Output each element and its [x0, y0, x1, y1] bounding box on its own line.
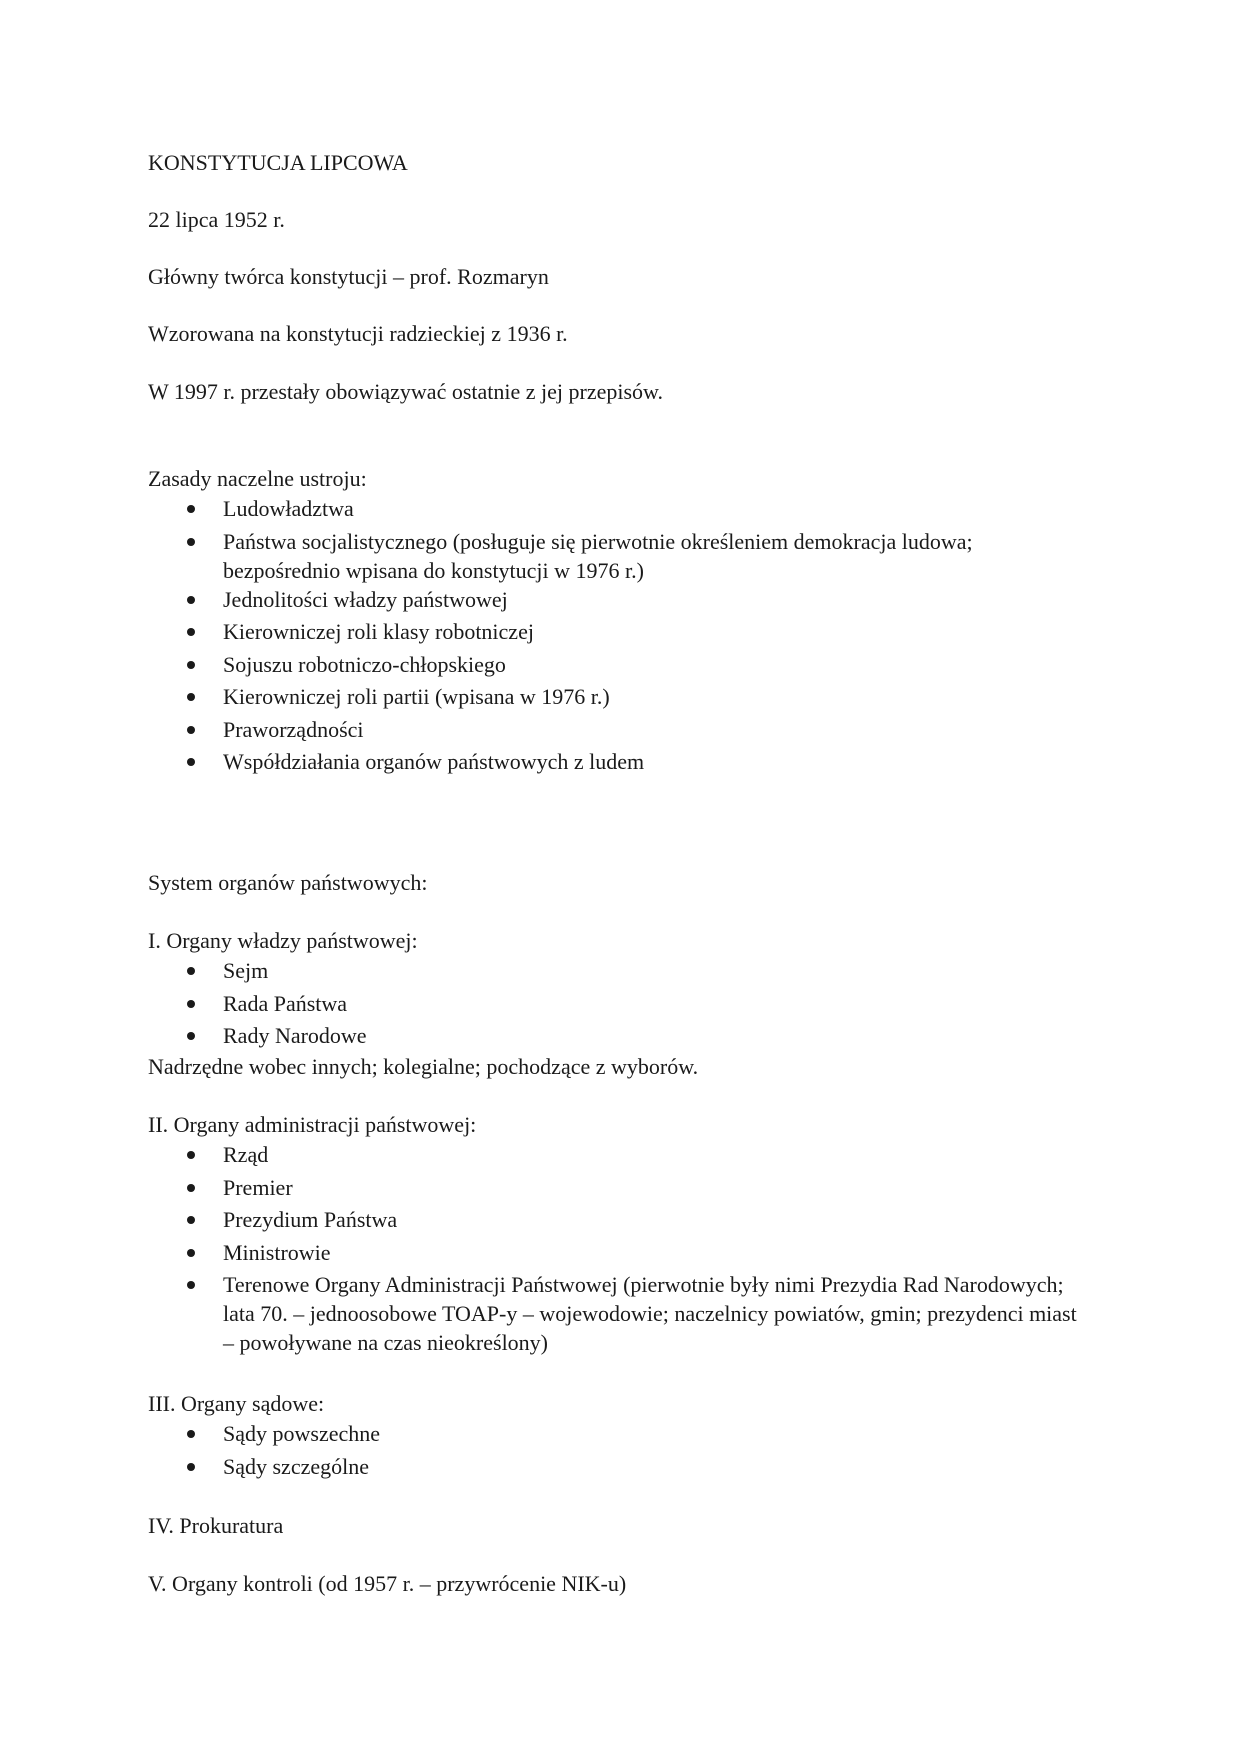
bullet-icon	[187, 1000, 195, 1008]
list-item: Sejm	[148, 956, 1088, 989]
author-line: Główny twórca konstytucji – prof. Rozmaryn	[148, 264, 549, 289]
bullet-icon	[187, 1151, 195, 1159]
bullet-icon	[187, 661, 195, 669]
section-heading: IV. Prokuratura	[148, 1513, 284, 1538]
principles-list	[148, 494, 1088, 780]
section-heading: III. Organy sądowe:	[148, 1391, 325, 1416]
bullet-icon	[187, 1032, 195, 1040]
bullet-icon	[187, 693, 195, 701]
bullet-icon	[187, 967, 195, 975]
section1-list	[148, 956, 1088, 1054]
bullet-icon	[187, 758, 195, 766]
bullet-icon	[187, 628, 195, 636]
list-item: Terenowe Organy Administracji Państwowej (pierwotnie były nimi Prezydia Rad Narodowych; lata 70. – jednoosobowe TOAP-y – wojewodowie; naczelnicy powiatów, gmin; prezydenci miast – powoływane na czas nieokreślony)	[148, 1270, 1088, 1357]
section3-list	[148, 1419, 1088, 1484]
list-item: Rada Państwa	[148, 989, 1088, 1022]
list-item: Współdziałania organów państwowych z ludem	[148, 747, 1088, 780]
bullet-icon	[187, 1463, 195, 1471]
date-line: 22 lipca 1952 r.	[148, 207, 285, 232]
list-item: Kierowniczej roli klasy robotniczej	[148, 617, 1088, 650]
section-heading: II. Organy administracji państwowej:	[148, 1112, 477, 1137]
list-item: Premier	[148, 1173, 1088, 1206]
bullet-icon	[187, 538, 195, 546]
list-item: Sądy szczególne	[148, 1452, 1088, 1485]
bullet-icon	[187, 596, 195, 604]
bullet-icon	[187, 1249, 195, 1257]
section1-note: Nadrzędne wobec innych; kolegialne; pochodzące z wyborów.	[148, 1054, 699, 1079]
system-heading: System organów państwowych:	[148, 870, 428, 895]
bullet-icon	[187, 1184, 195, 1192]
list-item: Ministrowie	[148, 1238, 1088, 1271]
list-item: Kierowniczej roli partii (wpisana w 1976 r.)	[148, 682, 1088, 715]
list-item: Praworządności	[148, 715, 1088, 748]
list-item: Sądy powszechne	[148, 1419, 1088, 1452]
bullet-icon	[187, 505, 195, 513]
bullet-icon	[187, 1216, 195, 1224]
bullet-icon	[187, 726, 195, 734]
document-title: KONSTYTUCJA LIPCOWA	[148, 150, 408, 175]
list-item: Rząd	[148, 1140, 1088, 1173]
model-line: Wzorowana na konstytucji radzieckiej z 1936 r.	[148, 321, 568, 346]
section2-list	[148, 1140, 1088, 1357]
list-item: Państwa socjalistycznego (posługuje się pierwotnie określeniem demokracja ludowa; bezpośrednio wpisana do konstytucji w 1976 r.)	[148, 527, 1088, 585]
section-heading: V. Organy kontroli (od 1957 r. – przywrócenie NIK-u)	[148, 1571, 627, 1596]
list-item: Ludowładztwa	[148, 494, 1088, 527]
principles-heading: Zasady naczelne ustroju:	[148, 466, 367, 491]
end-line: W 1997 r. przestały obowiązywać ostatnie z jej przepisów.	[148, 379, 664, 404]
bullet-icon	[187, 1281, 195, 1289]
section-heading: I. Organy władzy państwowej:	[148, 928, 418, 953]
list-item: Rady Narodowe	[148, 1021, 1088, 1054]
bullet-icon	[187, 1430, 195, 1438]
list-item: Prezydium Państwa	[148, 1205, 1088, 1238]
list-item: Sojuszu robotniczo-chłopskiego	[148, 650, 1088, 683]
list-item: Jednolitości władzy państwowej	[148, 585, 1088, 618]
